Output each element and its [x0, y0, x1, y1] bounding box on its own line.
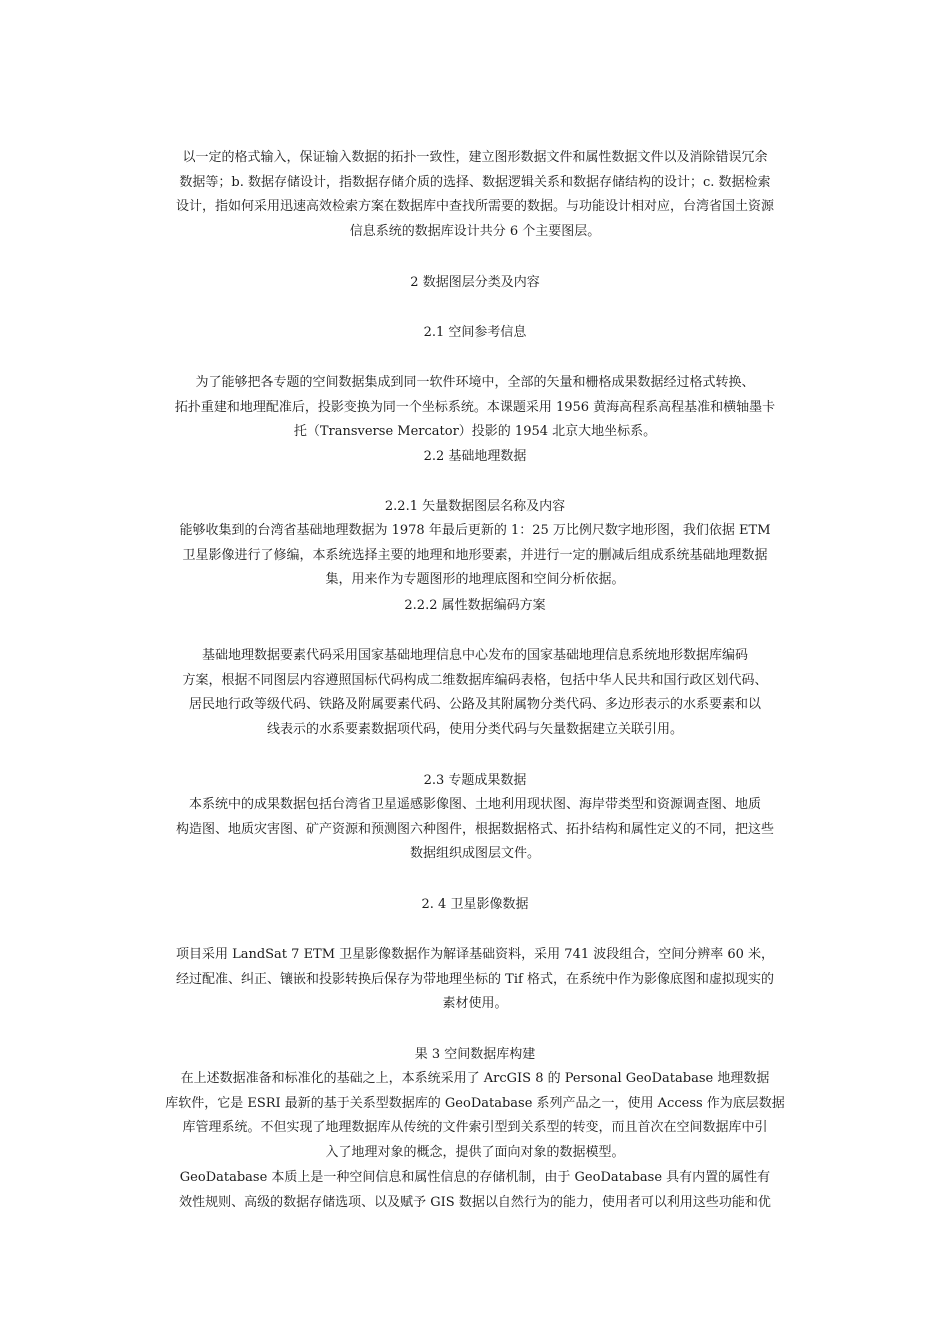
paragraph-2-2-1 [150, 519, 800, 593]
text-line: 拓扑重建和地理配准后，投影变换为同一个坐标系统。本课题采用 1956 黄海高程系高程基准和横轴墨卡 [174, 399, 776, 415]
text-line: 经过配准、纠正、镶嵌和投影转换后保存为带地理坐标的 Tif 格式，在系统中作为影像底图和虚拟现实的 [176, 971, 774, 987]
text-line: 项目采用 LandSat 7 ETM 卫星影像数据作为解译基础资料，采用 741 波段组合，空间分辨率 60 米， [175, 947, 775, 962]
text-line: 数据等；b. 数据存储设计，指数据存储介质的选择、数据逻辑关系和数据存储结构的设计；c. 数据检索 [179, 174, 771, 190]
paragraph-2-2-2 [150, 644, 800, 742]
section-heading-2-1: 2.1 空间参考信息 [423, 325, 527, 340]
text-line: 卫星影像进行了修编，本系统选择主要的地理和地形要素，并进行一定的删减后组成系统基础地理数据 [182, 547, 768, 563]
text-line: 居民地行政等级代码、铁路及附属要素代码、公路及其附属物分类代码、多边形表示的水系要素和以 [188, 697, 761, 712]
text-line: 为了能够把各专题的空间数据集成到同一软件环境中，全部的矢量和栅格成果数据经过格式转换、 [195, 375, 755, 390]
section-heading-3: 果 3 空间数据库构建 [414, 1047, 536, 1062]
text-line: 能够收集到的台湾省基础地理数据为 1978 年最后更新的 1：25 万比例尺数字地形图，我们依据 ETM [179, 523, 771, 538]
text-line: 本系统中的成果数据包括台湾省卫星遥感影像图、土地利用现状图、海岸带类型和资源调查图、地质 [188, 797, 761, 812]
section-heading-2-2: 2.2 基础地理数据 [423, 449, 527, 464]
text-line: 集，用来作为专题图形的地理底图和空间分析依据。 [325, 572, 625, 587]
text-line: 效性规则、高级的数据存储选项、以及赋予 GIS 数据以自然行为的能力，使用者可以利用这些功能和优 [179, 1194, 771, 1210]
text-line: 数据组织成图层文件。 [409, 846, 540, 861]
text-line: 素材使用。 [442, 996, 508, 1011]
text-line: 在上述数据准备和标准化的基础之上，本系统采用了 ArcGIS 8 的 Personal GeoDatabase 地理数据 [180, 1071, 770, 1086]
text-line: 入了地理对象的概念，提供了面向对象的数据模型。 [325, 1144, 625, 1160]
intro-paragraph [150, 146, 800, 244]
text-line: 库管理系统。不但实现了地理数据库从传统的文件索引型到关系型的转变，而且首次在空间数据库中引 [182, 1120, 768, 1135]
paragraph-3b [150, 1166, 800, 1215]
section-heading-2: 2 数据图层分类及内容 [410, 275, 540, 290]
text-line: 托（Transverse Mercator）投影的 1954 北京大地坐标系。 [293, 424, 657, 439]
paragraph-3a [150, 1067, 800, 1165]
text-line: 方案，根据不同图层内容遵照国标代码构成二维数据库编码表格，包括中华人民共和国行政区划代码、 [182, 672, 768, 688]
text-line: GeoDatabase 本质上是一种空间信息和属性信息的存储机制，由于 GeoDatabase 具有内置的属性有 [179, 1170, 771, 1185]
text-line: 线表示的水系要素数据项代码，使用分类代码与矢量数据建立关联引用。 [266, 721, 683, 737]
section-heading-2-2-2: 2.2.2 属性数据编码方案 [404, 598, 546, 613]
text-line: 以一定的格式输入，保证输入数据的拓扑一致性，建立图形数据文件和属性数据文件以及消除错误冗余 [182, 150, 768, 165]
section-heading-2-2-1: 2.2.1 矢量数据图层名称及内容 [384, 499, 566, 514]
section-heading-2-3: 2.3 专题成果数据 [423, 773, 527, 788]
text-line: 信息系统的数据库设计共分 6 个主要图层。 [349, 223, 601, 239]
paragraph-2-1 [150, 371, 800, 445]
text-line: 设计，指如何采用迅速高效检索方案在数据库中查找所需要的数据。与功能设计相对应，台湾省国土资源 [175, 199, 774, 214]
paragraph-2-3 [150, 793, 800, 867]
section-heading-2-4: 2. 4 卫星影像数据 [421, 897, 529, 912]
text-line: 库软件，它是 ESRI 最新的基于关系型数据库的 GeoDatabase 系列产品之一，使用 Access 作为底层数据 [165, 1095, 785, 1111]
text-line: 构造图、地质灾害图、矿产资源和预测图六种图件，根据数据格式、拓扑结构和属性定义的不同，把这些 [175, 821, 774, 837]
text-line: 基础地理数据要素代码采用国家基础地理信息中心发布的国家基础地理信息系统地形数据库编码 [201, 648, 748, 663]
paragraph-2-4 [150, 943, 800, 1017]
